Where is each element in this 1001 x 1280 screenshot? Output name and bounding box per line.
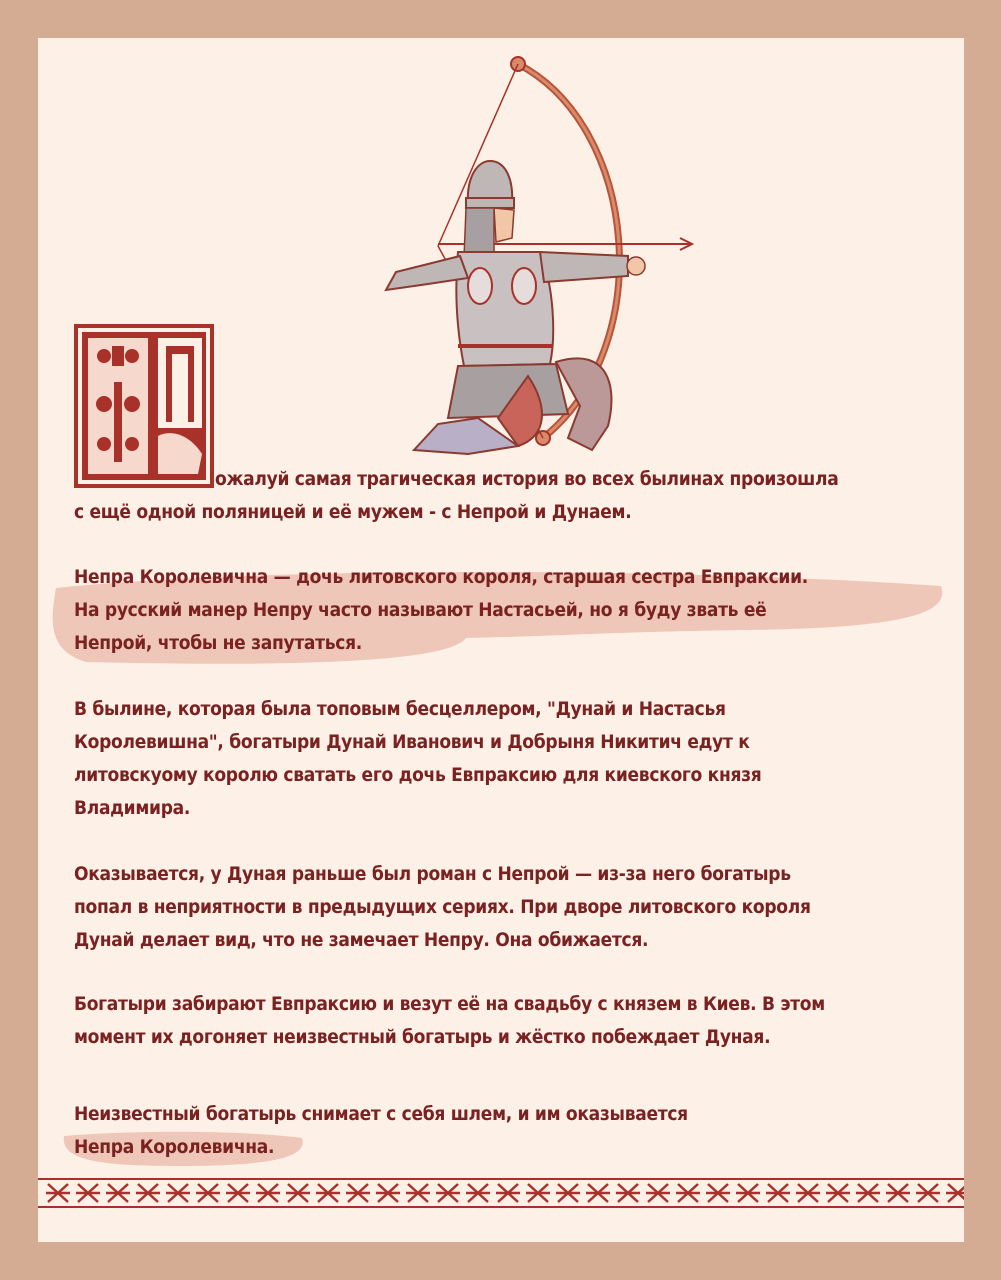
paragraph-6: Неизвестный богатырь снимает с себя шлем, и им оказывается Непра Королевична. bbox=[74, 1103, 688, 1158]
paragraph-3: В былине, которая была топовым бесцеллером, "Дунай и Настасья Королевишна", богатыри Дунай Иванович и Добрыня Никитич едут к литовскуому королю сватать его дочь Евпраксию для киевского князя Владимира. bbox=[74, 698, 762, 819]
ornamental-initial-icon bbox=[74, 324, 214, 488]
ornamental-border-icon bbox=[38, 1178, 964, 1208]
paragraph-5: Богатыри забирают Евпраксию и везут её на свадьбу с князем в Киев. В этом момент их догоняет неизвестный богатырь и жёстко побеждает Дуная. bbox=[74, 993, 825, 1048]
page bbox=[38, 38, 964, 1242]
archer-icon bbox=[318, 46, 698, 466]
paragraph-2: Непра Королевична — дочь литовского короля, старшая сестра Евпраксии. На русский манер Непру часто называют Настасьей, но я буду звать её Непрой, чтобы не запутаться. bbox=[74, 566, 808, 654]
paragraph-1-line-2: с ещё одной поляницей и её мужем - с Непрой и Дунаем. bbox=[74, 501, 632, 523]
paragraph-4: Оказывается, у Дуная раньше был роман с Непрой — из-за него богатырь попал в неприятности в предыдущих сериях. При дворе литовского короля Дунай делает вид, что не замечает Непру. Она обижается. bbox=[74, 863, 811, 951]
paragraph-1-line-1: ожалуй самая трагическая история во всех былинах произошла bbox=[215, 468, 839, 490]
